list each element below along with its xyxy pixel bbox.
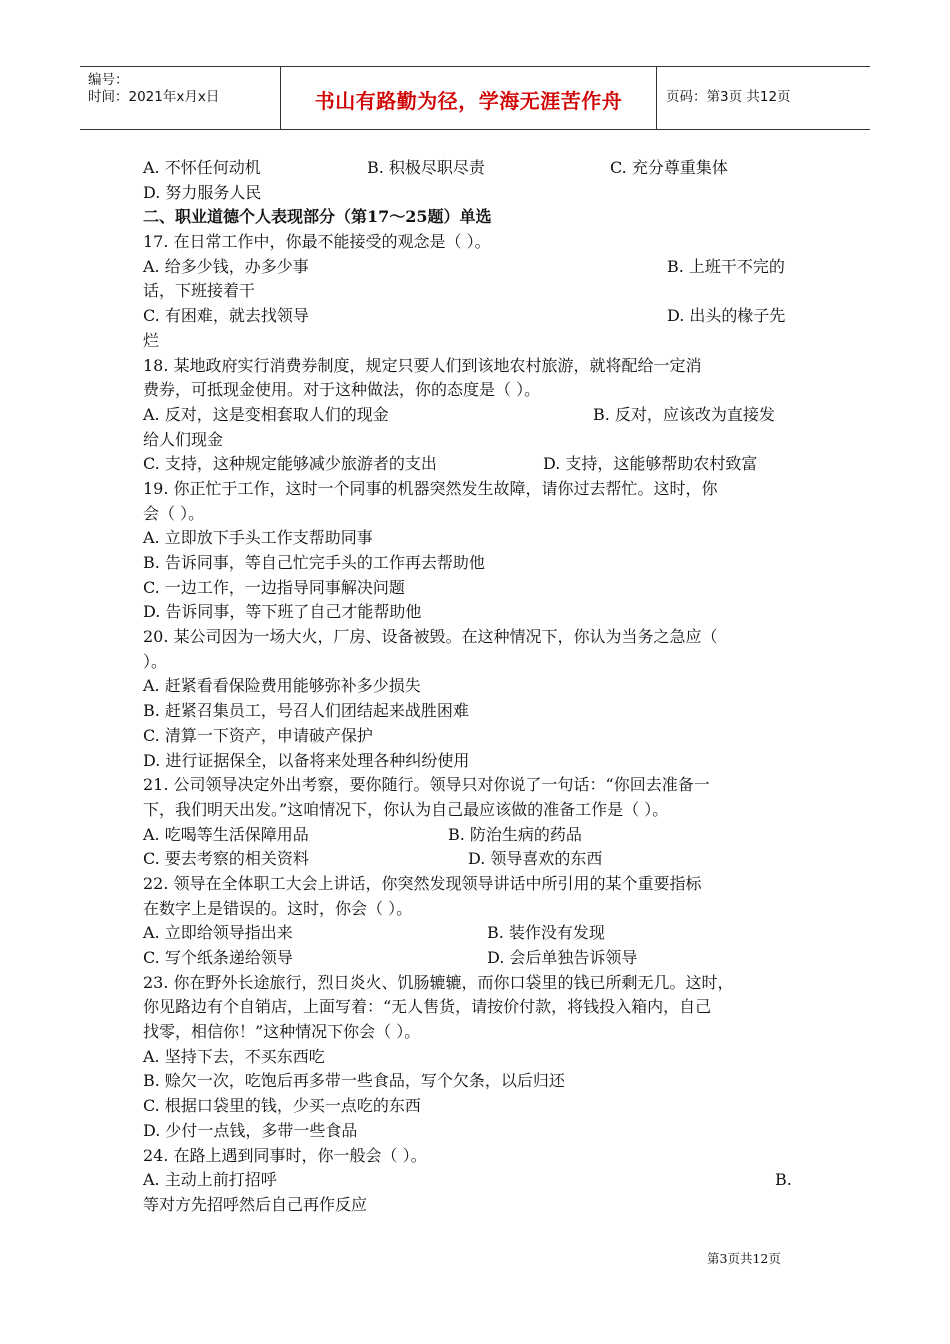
date-label: 时间：2021年x月x日 [88,89,220,105]
q16-option-d: D. 努力服务人民 [143,182,262,202]
q23-option-c: C. 根据口袋里的钱，少买一点吃的东西 [143,1096,421,1116]
question-17-option-d-cont: 烂 [143,330,160,350]
q19-option-c: C. 一边工作，一边指导同事解决问题 [143,577,405,597]
q21-option-d: D. 领导喜欢的东西 [468,849,603,869]
header-meta-cell [80,67,280,129]
q16-option-b: B. 积极尽职尽责 [367,158,485,177]
question-23-stem-1: 23. 你在野外长途旅行，烈日炎火、饥肠辘辘，而你口袋里的钱已所剩无几。这时， [143,972,734,992]
q21-option-b: B. 防治生病的药品 [448,824,582,844]
question-22-stem-2: 在数字上是错误的。这时，你会（ ）。 [143,898,413,918]
document-body [143,156,813,1218]
q23-option-d: D. 少付一点钱，多带一些食品 [143,1120,358,1140]
question-21-stem-2: 下，我们明天出发。”这咱情况下，你认为自己最应该做的准备工作是（ ）。 [143,799,669,819]
question-17-options-ab [143,255,813,280]
q20-option-d: D. 进行证据保全，以备将来处理各种纠纷使用 [143,750,470,770]
q21-option-c: C. 要去考察的相关资料 [143,849,309,869]
q18-option-b: B. 反对，应该改为直接发 [593,404,775,424]
q22-option-c: C. 写个纸条递给领导 [143,948,293,967]
doc-number-label: 编号： [88,72,129,88]
q24-option-b-label: B. [775,1170,792,1190]
q18-option-a: A. 反对，这是变相套取人们的现金 [143,404,389,424]
header-page-number: 页码：第3页 共12页 [666,89,791,105]
question-18-stem-2: 费券，可抵现金使用。对于这种做法，你的态度是（ ）。 [143,380,541,400]
page-header [80,66,870,130]
q18-option-c: C. 支持，这种规定能够减少旅游者的支出 [143,454,437,474]
q17-option-b: B. 上班干不完的 [667,256,785,276]
question-22-options-ab [143,921,813,946]
question-23-stem-2: 你见路边有个自销店，上面写着：“无人售货，请按价付款，将钱投入箱内，自己 [143,997,712,1017]
q19-option-b: B. 告诉同事，等自己忙完手头的工作再去帮助他 [143,553,485,572]
question-18-stem-1: 18. 某地政府实行消费券制度，规定只要人们到该地农村旅游，就将配给一定消 [143,355,702,375]
q20-option-a: A. 赶紧看看保险费用能够弥补多少损失 [143,676,421,696]
section-title: 二、职业道德个人表现部分（第17～25题）单选 [143,207,492,227]
q23-option-b: B. 赊欠一次，吃饱后再多带一些食品，写个欠条，以后归还 [143,1071,565,1091]
q19-option-d: D. 告诉同事，等下班了自己才能帮助他 [143,602,422,622]
question-18-options-cd [143,452,813,477]
question-22-stem-1: 22. 领导在全体职工大会上讲话，你突然发现领导讲话中所引用的某个重要指标 [143,873,702,893]
q24-option-a: A. 主动上前打招呼 [143,1170,277,1190]
q17-option-c: C. 有困难，就去找领导 [143,306,309,326]
q22-option-d: D. 会后单独告诉领导 [487,948,638,967]
q21-option-a: A. 吃喝等生活保障用品 [143,824,309,844]
header-page-cell [656,67,870,129]
header-motto-cell [280,67,657,129]
q23-option-a: A. 坚持下去，不买东西吃 [143,1046,325,1066]
q20-option-b: B. 赶紧召集员工，号召人们团结起来战胜困难 [143,701,469,721]
question-24-option-b-cont: 等对方先招呼然后自己再作反应 [143,1194,368,1214]
question-23-stem-3: 找零，相信你！”这种情况下你会（ ）。 [143,1022,421,1042]
header-motto: 书山有路勤为径，学海无涯苦作舟 [314,89,623,113]
q22-option-a: A. 立即给领导指出来 [143,923,293,943]
question-21-stem-1: 21. 公司领导决定外出考察，要你随行。领导只对你说了一句话：“你回去准备一 [143,775,710,795]
q16-option-c: C. 充分尊重集体 [610,158,728,177]
question-17-options-cd [143,304,813,329]
q16-option-d-row [143,181,813,206]
question-22-options-cd [143,946,813,971]
q19-option-a: A. 立即放下手头工作支帮助同事 [143,528,373,548]
question-18-options-ab [143,403,813,428]
question-19-stem-2: 会（ ）。 [143,503,205,523]
question-19-stem-1: 19. 你正忙于工作，这时一个同事的机器突然发生故障，请你过去帮忙。这时，你 [143,478,718,498]
q18-option-d: D. 支持，这能够帮助农村致富 [543,454,758,474]
q17-option-a: A. 给多少钱，办多少事 [143,256,309,276]
page-footer: 第3页共12页 [707,1251,781,1266]
q16-option-a: A. 不怀任何动机 [143,158,261,177]
question-20-stem-1: 20. 某公司因为一场大火，厂房、设备被毁。在这种情况下，你认为当务之急应（ [143,627,718,647]
question-24-options-ab [143,1168,813,1193]
question-21-options-ab [143,823,813,848]
q16-options-row [143,156,813,181]
question-21-options-cd [143,847,813,872]
question-20-stem-2: ）。 [143,651,168,671]
question-17-option-b-cont: 话，下班接着干 [143,281,256,301]
q17-option-d: D. 出头的椽子先 [667,306,786,326]
question-17-stem: 17. 在日常工作中，你最不能接受的观念是（ ）。 [143,232,491,252]
q22-option-b: B. 装作没有发现 [487,923,605,943]
question-24-stem: 24. 在路上遇到同事时，你一般会（ ）。 [143,1145,427,1165]
q20-option-c: C. 清算一下资产，申请破产保护 [143,725,373,745]
question-18-option-b-cont: 给人们现金 [143,429,224,449]
